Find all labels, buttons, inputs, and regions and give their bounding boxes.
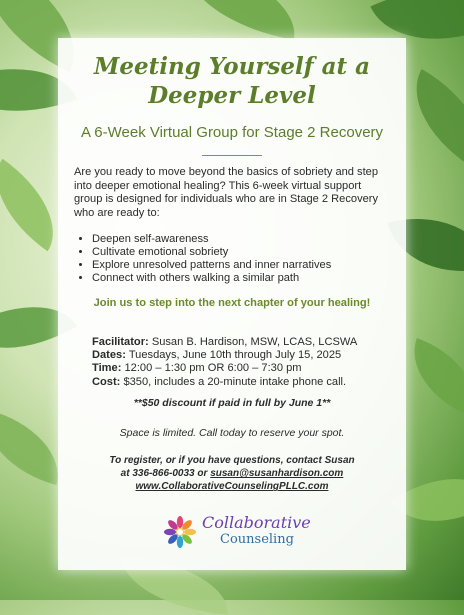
list-item: • Connect with others walking a similar path (92, 272, 410, 285)
title-line-1: Meeting Yourself at a (93, 53, 371, 80)
leaf-decoration (176, 0, 305, 40)
logo-text-counseling: Counseling (220, 532, 294, 547)
list-item: • Deepen self-awareness (92, 233, 410, 246)
facilitator-label: Facilitator: (92, 336, 149, 348)
leaf-decoration (398, 338, 464, 417)
email-link[interactable]: susan@susanhardison.com (210, 468, 344, 480)
phone-text: at 336-866-0033 or (120, 468, 211, 480)
contact-line-1: To register, or if you have questions, contact Susan (109, 455, 355, 466)
divider (202, 155, 262, 156)
call-to-action: Join us to step into the next chapter of your healing! (93, 297, 371, 309)
cost-value: $350, includes a 20-minute intake phone call. (123, 375, 347, 388)
discount-note: **$50 discount if paid in full by June 1** (133, 397, 331, 409)
facilitator-row (92, 336, 392, 349)
contact-info (58, 454, 406, 494)
flyer-subtitle: A 6-Week Virtual Group for Stage 2 Recovery (80, 124, 384, 141)
flyer-card (58, 38, 406, 570)
dates-label: Dates: (92, 349, 126, 362)
dates-row (92, 349, 392, 362)
title-line-2: Deeper Level (148, 82, 316, 109)
intro-paragraph: Are you ready to move beyond the basics of sobriety and step into deeper emotional healing? This 6-week virtual support group is designed for individuals who are in Stage 2 Recovery who are ready to: (74, 166, 379, 219)
space-limited-note: Space is limited. Call today to reserve your spot. (119, 427, 345, 439)
contact-line-2 (58, 467, 406, 480)
time-label: Time: (92, 362, 122, 375)
flower-logo-icon (162, 514, 198, 550)
time-value: 12:00 – 1:30 pm OR 6:00 – 7:30 pm (124, 362, 302, 375)
list-item: • Cultivate emotional sobriety (92, 246, 410, 259)
flyer-title (58, 52, 406, 110)
time-row (92, 362, 392, 375)
goals-list (74, 233, 410, 285)
dates-value: Tuesdays, June 10th through July 15, 2025 (128, 349, 342, 362)
facilitator-value: Susan B. Hardison, MSW, LCAS, LCSWA (151, 336, 358, 348)
list-item: • Explore unresolved patterns and inner narratives (92, 259, 410, 272)
event-details (92, 336, 392, 389)
logo-text-collaborative: Collaborative (202, 513, 311, 532)
cost-label: Cost: (92, 375, 121, 388)
collaborative-counseling-logo (162, 514, 312, 550)
website-link[interactable]: www.CollaborativeCounselingPLLC.com (135, 481, 329, 493)
cost-row (92, 376, 392, 389)
